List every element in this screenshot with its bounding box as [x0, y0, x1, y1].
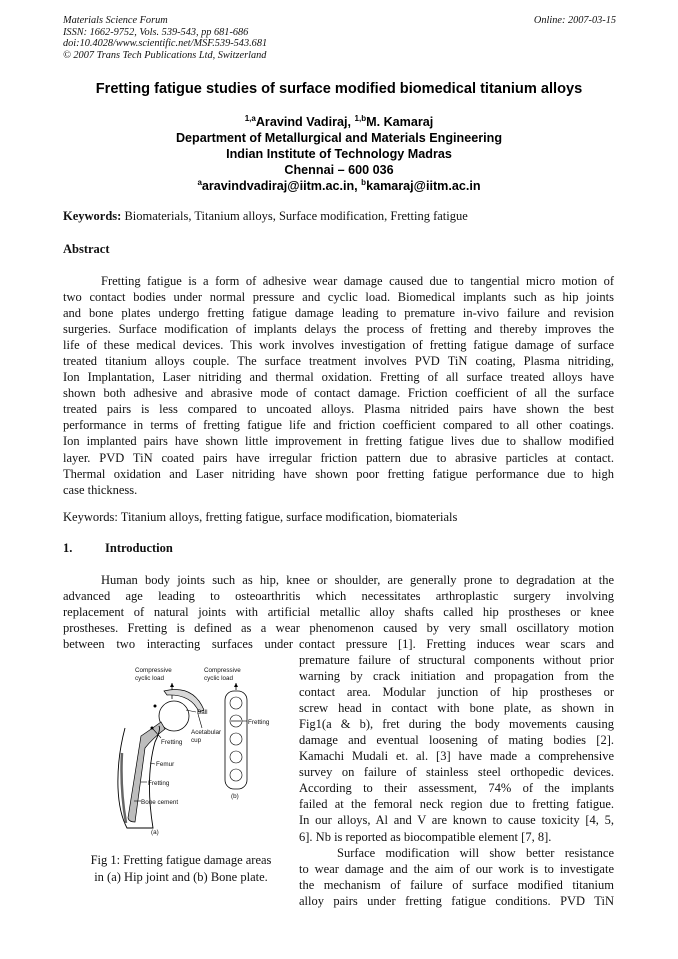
column-line: According to their assessment, 74% of the implants — [299, 781, 614, 796]
department: Department of Metallurgical and Materials Engineering — [175, 131, 503, 145]
abstract-body — [63, 273, 614, 498]
fig-label-acetabular: Acetabular — [191, 729, 222, 736]
column-line: screw head in contact with bone plate, as shown in — [299, 701, 614, 716]
author2-affiliation-marker: 1,b — [354, 114, 367, 123]
column-line: Kamachi Mudali et. al. [3] have made a comprehensive — [299, 749, 614, 764]
keywords-text: Biomaterials, Titanium alloys, Surface modification, Fretting fatigue — [121, 209, 468, 223]
email-b[interactable]: kamaraj@iitm.ac.in — [366, 179, 481, 193]
intro-line-left: between two interacting surfaces under — [63, 637, 293, 651]
section-heading: Introduction — [105, 541, 173, 555]
hip-joint-diagram — [118, 667, 221, 836]
screw-hole — [230, 733, 242, 745]
intro-line-right: contact pressure [1]. Fretting induces wear scars and — [299, 637, 614, 651]
abstract-line: Ion implanted pairs have shown little improvement in fretting fatigue lives due to shallow modified — [63, 434, 614, 449]
email-a[interactable]: aravindvadiraj@iitm.ac.in, — [201, 179, 362, 193]
column-line: alloy pairs under fretting fatigue conditions. PVD TiN — [299, 893, 614, 908]
issn-line: ISSN: 1662-9752, Vols. 539-543, pp 681-686 — [63, 26, 249, 38]
fig-label-ball: Ball — [197, 709, 208, 716]
column-line: Surface modification will show better resistance — [337, 845, 614, 860]
email-a-marker: a — [197, 178, 202, 187]
keywords-bottom: Keywords: Titanium alloys, fretting fatigue, surface modification, biomaterials — [63, 510, 458, 524]
intro-line: advanced age leading to osteoarthritis which necessitates arthroplastic surgery involving — [63, 589, 614, 604]
email-b-marker: b — [361, 178, 367, 187]
abstract-line: and bone plates undergo fretting fatigue damage leading to premature in-vivo failure and revision — [63, 306, 614, 321]
online-date: Online: 2007-03-15 — [533, 15, 616, 26]
abstract-line: two contact bodies under normal pressure and cyclic load. Biomedical implants such as hip joints — [63, 290, 614, 305]
abstract-line: Ion Implantation, Laser nitriding and thermal oxidation. Fretting of all surface treated alloys have — [63, 370, 614, 385]
column-line: survey on failure of stainless steel orthopedic devices. — [299, 765, 614, 780]
intro-line: prostheses. Fretting is defined as a wear phenomenon caused by very small oscillatory motion — [63, 621, 614, 636]
fretting-figure — [95, 658, 280, 838]
institute: Indian Institute of Technology Madras — [226, 147, 452, 161]
fig-label-fretting-a1: Fretting — [161, 739, 183, 746]
abstract-line: life of these medical devices. This work involves investigation of fretting fatigue damage of surface — [63, 338, 614, 353]
contact-dot — [154, 705, 157, 708]
author1-affiliation-marker: 1,a — [244, 114, 256, 123]
stem-shape — [128, 722, 165, 822]
fig-label-cyclic-load-a: cyclic load — [135, 675, 165, 682]
abstract-line: surgeries. Surface modification of implants delays the process of fretting and thereby improves the — [63, 322, 614, 337]
screw-hole — [230, 751, 242, 763]
fig-label-compressive-a: Compressive — [135, 667, 172, 674]
intro-line: replacement of natural joints with artificial metallic alloy shafts called hip prostheses or knee — [63, 605, 614, 620]
figure-caption — [63, 852, 299, 886]
arrow-head — [234, 683, 238, 687]
abstract-line: layer. PVD TiN coated pairs have irregular friction pattern due to abrasive particles at contact. — [63, 450, 614, 465]
section-number: 1. — [63, 541, 73, 555]
fig-label-femur: Femur — [156, 761, 175, 768]
fig-label-bone-cement: Bone cement — [141, 799, 179, 806]
bone-cement-shape — [122, 753, 127, 823]
abstract-line: Fretting fatigue is a form of adhesive wear damage caused due to tangential micro motion of — [101, 274, 614, 288]
screw-hole — [230, 697, 242, 709]
abstract-line: treated titanium alloys couple. The surface treatment involves PVD TiN coating, Plasma nitriding, — [63, 354, 614, 369]
leader-acetabular — [198, 714, 202, 728]
fig-label-b: (b) — [231, 793, 239, 800]
fig-label-cyclic-load-b: cyclic load — [204, 675, 234, 682]
column-line: contact area. Modular junction of hip prostheses or — [299, 685, 614, 700]
intro-line: Human body joints such as hip, knee or shoulder, are generally prone to degradation at the — [101, 573, 614, 587]
author2-name: M. Kamaraj — [366, 115, 434, 129]
city: Chennai – 600 036 — [284, 163, 394, 177]
caption-line: in (a) Hip joint and (b) Bone plate. — [94, 870, 268, 884]
abstract-line: case thickness. — [63, 482, 138, 497]
fig-label-a: (a) — [151, 829, 159, 836]
column-line: Fig1(a & b), fret during the body movements causing — [299, 717, 614, 732]
caption-line: Fig 1: Fretting fatigue damage areas — [90, 853, 272, 867]
fig-label-fretting-b: Fretting — [248, 719, 270, 726]
arrow-head — [170, 683, 174, 687]
fig-label-cup: cup — [191, 737, 202, 744]
intro-column — [299, 652, 614, 909]
column-line: the mechanism of failure of surface modified titanium — [299, 877, 614, 892]
column-line: warning by crack initiation and propagation from the — [299, 669, 614, 684]
copyright-line: © 2007 Trans Tech Publications Ltd, Switzerland — [63, 49, 267, 61]
keywords-top — [63, 208, 468, 224]
column-line: failed at the femoral neck region due to fretting fatigue. — [299, 797, 614, 812]
header-block — [63, 15, 267, 61]
column-line: damage and eventual loosening of mating bodies [2]. — [299, 733, 614, 748]
column-line: to wear damage and the aim of our work is to investigate — [299, 861, 614, 876]
journal-name: Materials Science Forum — [63, 15, 168, 26]
column-line: 6]. Nb is reported as biocompatible element [7, 8]. — [299, 829, 552, 844]
abstract-line: shown both adhesive and abrasive mode of contact damage. Friction coefficient of all the surface — [63, 386, 614, 401]
author-line — [0, 114, 678, 130]
fig-label-fretting-a2: Fretting — [148, 780, 170, 787]
intro-paragraph — [63, 572, 614, 636]
abstract-heading: Abstract — [63, 242, 110, 256]
paper-title: Fretting fatigue studies of surface modified biomedical titanium alloys — [95, 81, 583, 97]
abstract-line: treated pairs is less compared to uncoated alloys. Plasma nitrided pairs have shown the best — [63, 402, 614, 417]
abstract-line: performance in terms of fretting fatigue life and friction coefficient compared to all other coatings. — [63, 418, 614, 433]
screw-hole — [230, 769, 242, 781]
email-line — [0, 178, 678, 194]
author1-name: Aravind Vadiraj, — [255, 115, 355, 129]
column-line: premature failure of structural components without prior — [299, 653, 614, 667]
fig-label-compressive-b: Compressive — [204, 667, 241, 674]
doi-line: doi:10.4028/www.scientific.net/MSF.539-543.681 — [63, 38, 268, 49]
abstract-line: Thermal oxidation and Laser nitriding have shown poor fretting fatigue performance due to high — [63, 466, 614, 481]
column-line: In our alloys, Al and V are known to cause toxicity [4, 5, — [299, 813, 614, 828]
keywords-label: Keywords: — [63, 209, 122, 223]
